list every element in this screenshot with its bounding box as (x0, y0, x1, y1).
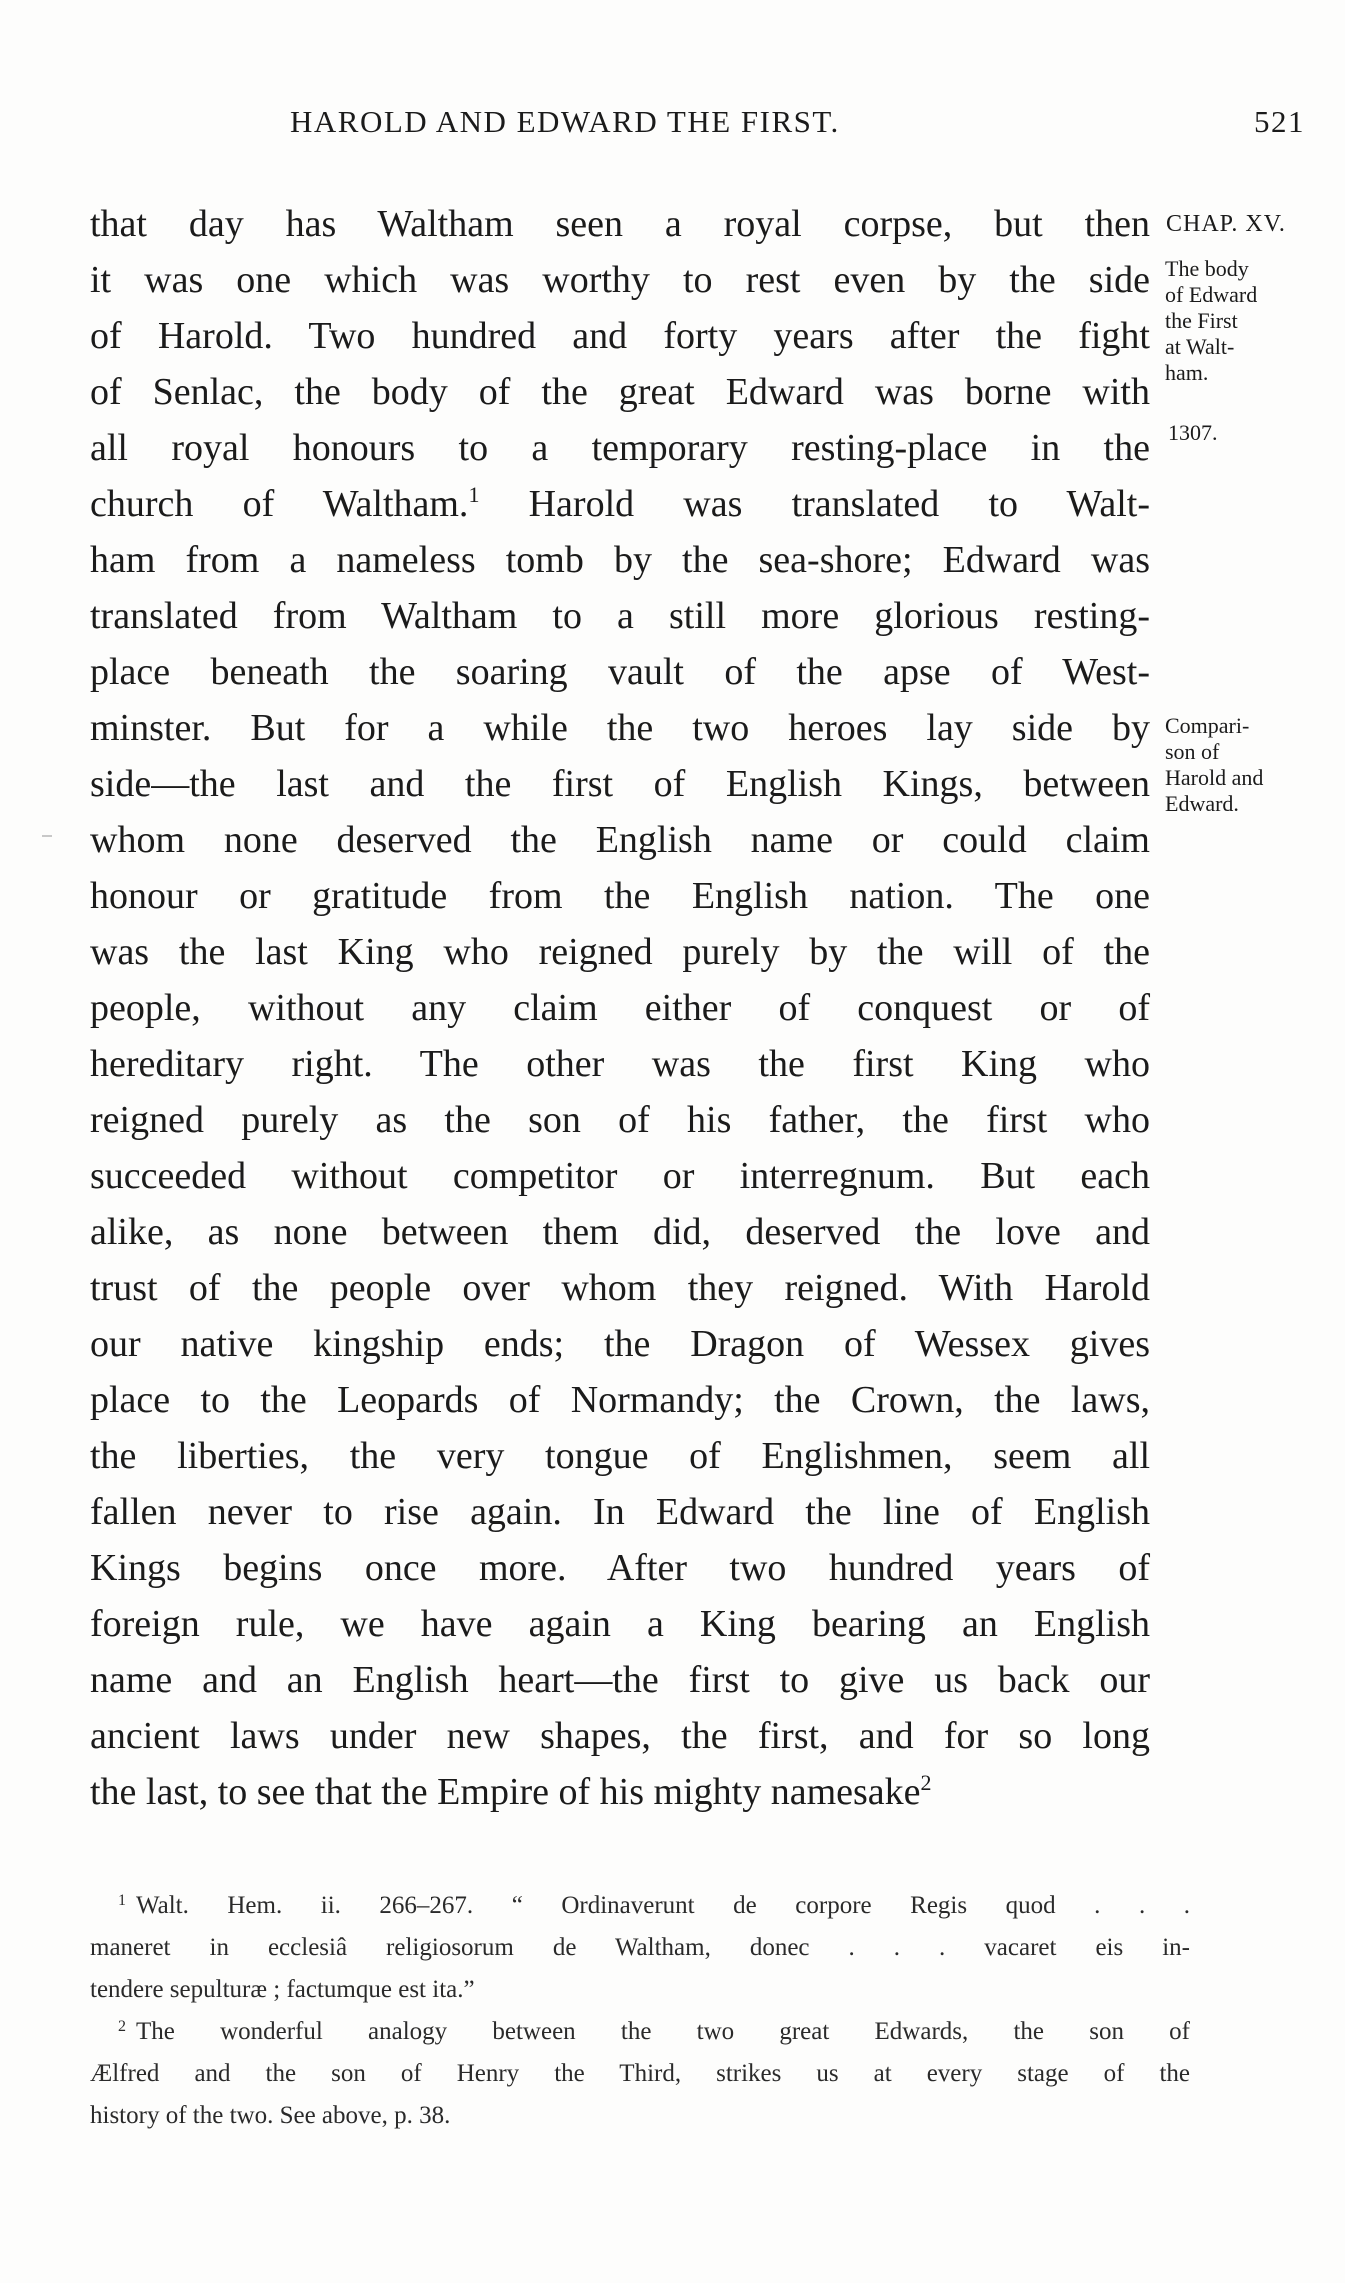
body-line: hereditary right. The other was the first King who (90, 1043, 1150, 1085)
running-title: HAROLD AND EDWARD THE FIRST. (290, 104, 840, 139)
body-line: was the last King who reigned purely by the will of the (90, 931, 1150, 973)
body-line: the liberties, the very tongue of Englishmen, seem all (90, 1435, 1150, 1477)
footnote-1 (90, 1885, 1190, 2011)
margin-note-line: the First (1165, 308, 1238, 333)
body-line: name and an English heart—the first to give us back our (90, 1659, 1150, 1701)
body-line-text: the last, to see that the Empire of his mighty namesake (90, 1771, 921, 1813)
body-line: trust of the people over whom they reigned. With Harold (90, 1267, 1150, 1309)
body-line: place to the Leopards of Normandy; the Crown, the laws, (90, 1379, 1150, 1421)
footnote-line: maneret in ecclesiâ religiosorum de Waltham, donec . . . vacaret eis in- (90, 1934, 1190, 1961)
body-line: alike, as none between them did, deserved the love and (90, 1211, 1150, 1253)
body-line: foreign rule, we have again a King bearing an English (90, 1603, 1150, 1645)
body-line: fallen never to rise again. In Edward the line of English (90, 1491, 1150, 1533)
body-line: place beneath the soaring vault of the apse of West- (90, 651, 1150, 693)
body-line: it was one which was worthy to rest even by the side (90, 259, 1150, 301)
margin-note-line: at Walt- (1165, 334, 1235, 359)
body-line: ancient laws under new shapes, the first, and for so long (90, 1715, 1150, 1757)
footnote-line: Ælfred and the son of Henry the Third, strikes us at every stage of the (90, 2060, 1190, 2087)
footnote-reference[interactable]: 1 (468, 482, 480, 507)
margin-note-line: Harold and (1165, 765, 1264, 790)
margin-note-line: of Edward (1165, 282, 1258, 307)
margin-note-year: 1307. (1168, 420, 1218, 445)
body-line: reigned purely as the son of his father, the first who (90, 1099, 1150, 1141)
footnote-line (90, 1885, 1190, 1927)
body-line: minster. But for a while the two heroes lay side by (90, 707, 1150, 749)
body-line: whom none deserved the English name or could claim (90, 819, 1150, 861)
footnote-2 (90, 2011, 1190, 2137)
margin-note-line: Edward. (1165, 791, 1239, 816)
margin-note-line: Compari- (1165, 713, 1250, 738)
running-head (90, 104, 1305, 144)
margin-note-line: The body (1165, 256, 1249, 281)
body-line: that day has Waltham seen a royal corpse, but then (90, 203, 1150, 245)
body-line: Kings begins once more. After two hundred years of (90, 1547, 1150, 1589)
footnote-line: history of the two. See above, p. 38. (90, 2102, 451, 2129)
margin-note-edward-body (1165, 256, 1335, 386)
margin-note-line: ham. (1165, 360, 1209, 385)
footnote-text: The wonderful analogy between the two great Edwards, the son of (136, 2018, 1190, 2045)
body-text (90, 196, 1150, 1820)
chapter-label: CHAP. XV. (1166, 211, 1286, 237)
body-line-with-note (90, 476, 1150, 532)
footnote-mark: 2 (118, 2018, 126, 2035)
footnote-text: Walt. Hem. ii. 266–267. “ Ordinaverunt de corpore Regis quod . . . (136, 1892, 1190, 1919)
body-line: side—the last and the first of English Kings, between (90, 763, 1150, 805)
body-line: of Senlac, the body of the great Edward was borne with (90, 371, 1150, 413)
body-line-text: church of Waltham. (90, 483, 469, 525)
body-line: our native kingship ends; the Dragon of Wessex gives (90, 1323, 1150, 1365)
body-line: honour or gratitude from the English nation. The one (90, 875, 1150, 917)
body-line: translated from Waltham to a still more glorious resting- (90, 595, 1150, 637)
body-line: ham from a nameless tomb by the sea-shore; Edward was (90, 539, 1150, 581)
footnote-line (90, 2011, 1190, 2053)
body-line: of Harold. Two hundred and forty years after the fight (90, 315, 1150, 357)
body-line-with-note (90, 1764, 1150, 1820)
footnotes (90, 1885, 1190, 2137)
margin-note-comparison (1165, 713, 1340, 817)
margin-note-line: son of (1165, 739, 1220, 764)
body-line: succeeded without competitor or interregnum. But each (90, 1155, 1150, 1197)
footnote-reference[interactable]: 2 (920, 1770, 932, 1795)
body-line: all royal honours to a temporary resting-place in the (90, 427, 1150, 469)
body-line: people, without any claim either of conquest or of (90, 987, 1150, 1029)
margin-mark (42, 835, 52, 837)
body-line-text: Harold was translated to Walt- (479, 483, 1150, 525)
page-number: 521 (1254, 104, 1305, 139)
footnote-mark: 1 (118, 1892, 126, 1909)
footnote-line: tendere sepulturæ ; factumque est ita.” (90, 1976, 475, 2003)
